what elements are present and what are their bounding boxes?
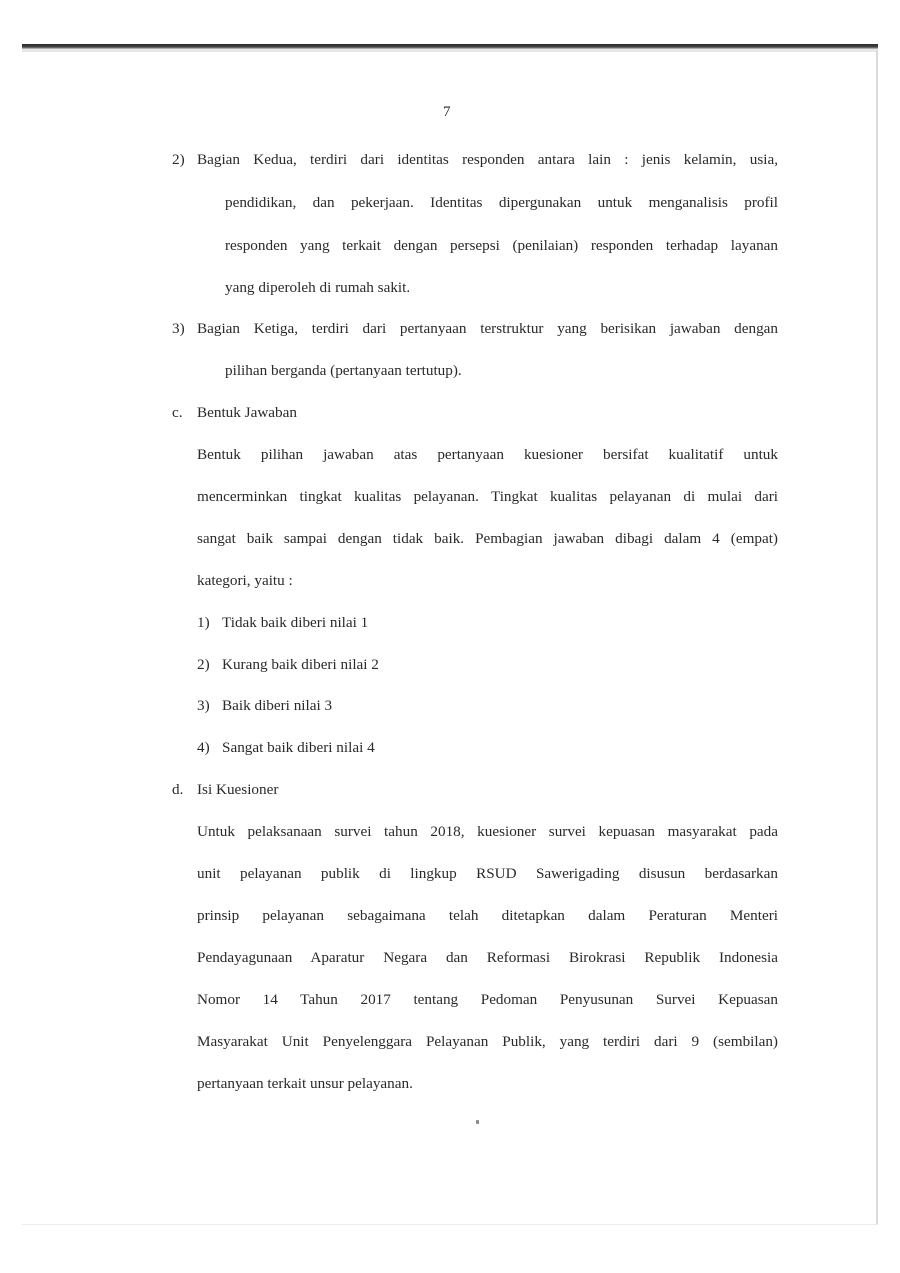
paragraph-line: mencerminkan tingkat kualitas pelayanan. Tingkat kualitas pelayanan di mulai dari	[197, 488, 778, 505]
paragraph-line: Bagian Kedua, terdiri dari identitas responden antara lain : jenis kelamin, usia,	[197, 151, 778, 168]
section-marker: c.	[172, 404, 183, 421]
list-marker: 2)	[197, 656, 210, 673]
section-heading: Bentuk Jawaban	[197, 404, 297, 421]
paragraph-line: pendidikan, dan pekerjaan. Identitas dipergunakan untuk menganalisis profil	[225, 194, 778, 211]
list-item: Tidak baik diberi nilai 1	[222, 614, 369, 631]
paragraph-line: Nomor 14 Tahun 2017 tentang Pedoman Penyusunan Survei Kepuasan	[197, 991, 778, 1008]
paragraph-line: unit pelayanan publik di lingkup RSUD Sawerigading disusun berdasarkan	[197, 865, 778, 882]
section-heading: Isi Kuesioner	[197, 781, 279, 798]
paragraph-line: Masyarakat Unit Penyelenggara Pelayanan Publik, yang terdiri dari 9 (sembilan)	[197, 1033, 778, 1050]
paragraph-line: yang diperoleh di rumah sakit.	[225, 279, 411, 296]
list-item: Baik diberi nilai 3	[222, 697, 333, 714]
list-marker: 3)	[197, 697, 210, 714]
paragraph-line: Pendayagunaan Aparatur Negara dan Reformasi Birokrasi Republik Indonesia	[197, 949, 778, 966]
section-marker: d.	[172, 781, 184, 798]
paragraph-line: kategori, yaitu :	[197, 572, 293, 589]
list-item: Sangat baik diberi nilai 4	[222, 739, 375, 756]
paragraph-line: responden yang terkait dengan persepsi (penilaian) responden terhadap layanan	[225, 237, 778, 254]
list-item: Kurang baik diberi nilai 2	[222, 656, 379, 673]
list-marker: 2)	[172, 151, 185, 168]
paragraph-line: Bentuk pilihan jawaban atas pertanyaan kuesioner bersifat kualitatif untuk	[197, 446, 778, 463]
page-number: 7	[443, 104, 451, 120]
paragraph-line: prinsip pelayanan sebagaimana telah ditetapkan dalam Peraturan Menteri	[197, 907, 778, 924]
paragraph-line: Untuk pelaksanaan survei tahun 2018, kuesioner survei kepuasan masyarakat pada	[197, 823, 778, 840]
list-marker: 1)	[197, 614, 210, 631]
list-marker: 3)	[172, 320, 185, 337]
paragraph-line: pilihan berganda (pertanyaan tertutup).	[225, 362, 462, 379]
paragraph-line: Bagian Ketiga, terdiri dari pertanyaan terstruktur yang berisikan jawaban dengan	[197, 320, 778, 337]
paragraph-line: pertanyaan terkait unsur pelayanan.	[197, 1075, 413, 1092]
list-marker: 4)	[197, 739, 210, 756]
paragraph-line: sangat baik sampai dengan tidak baik. Pembagian jawaban dibagi dalam 4 (empat)	[197, 530, 778, 547]
scan-speck	[476, 1120, 479, 1124]
